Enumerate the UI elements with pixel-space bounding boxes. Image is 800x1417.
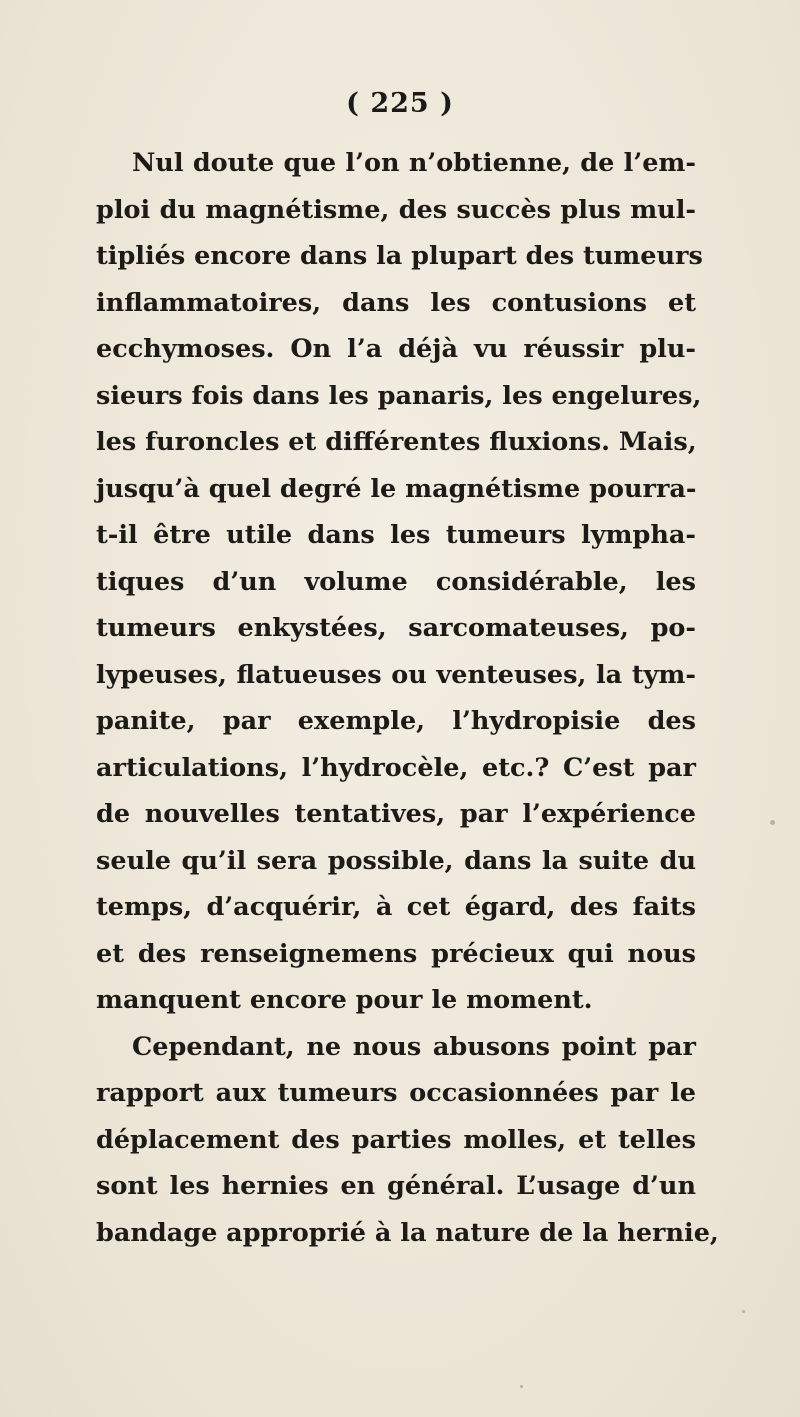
body-text (96, 140, 719, 1256)
text-line: jusqu’à quel degré le magnétisme pourra- (96, 473, 697, 504)
text-line: et des renseignemens précieux qui nous (96, 938, 696, 969)
paper-speck (520, 1385, 523, 1388)
page-number: ( 225 ) (346, 88, 454, 119)
text-line: seule qu’il sera possible, dans la suite du (96, 845, 696, 876)
text-line: articulations, l’hydrocèle, etc.? C’est par (96, 752, 696, 783)
text-line: tiques d’un volume considérable, les (96, 566, 696, 597)
text-line: ploi du magnétisme, des succès plus mul- (96, 194, 696, 225)
text-line: temps, d’acquérir, à cet égard, des faits (96, 892, 696, 922)
text-line: sont les hernies en général. L’usage d’un (96, 1171, 696, 1201)
text-line: Cependant, ne nous abusons point par (132, 1031, 696, 1062)
text-line: ecchymoses. On l’a déjà vu réussir plu- (96, 334, 696, 364)
text-line: manquent encore pour le moment. (96, 985, 593, 1015)
text-line: de nouvelles tentatives, par l’expérience (96, 799, 696, 829)
text-line: tipliés encore dans la plupart des tumeurs (96, 241, 703, 271)
text-line: les furoncles et différentes fluxions. Mais, (96, 427, 697, 457)
text-line: lypeuses, flatueuses ou venteuses, la tym- (96, 659, 696, 690)
text-line: déplacement des parties molles, et telles (96, 1124, 696, 1155)
text-line: bandage approprié à la nature de la hernie, (96, 1217, 719, 1248)
text-line: t-il être utile dans les tumeurs lympha- (96, 520, 696, 550)
text-line: sieurs fois dans les panaris, les engelures, (96, 380, 702, 411)
paper-speck (770, 820, 775, 825)
text-line: tumeurs enkystées, sarcomateuses, po- (96, 613, 696, 643)
text-line: Nul doute que l’on n’obtienne, de l’em- (132, 148, 696, 178)
text-line: inflammatoires, dans les contusions et (96, 287, 696, 318)
paper-speck (742, 1310, 745, 1313)
text-line: panite, par exemple, l’hydropisie des (96, 706, 696, 736)
text-line: rapport aux tumeurs occasionnées par le (96, 1078, 696, 1108)
